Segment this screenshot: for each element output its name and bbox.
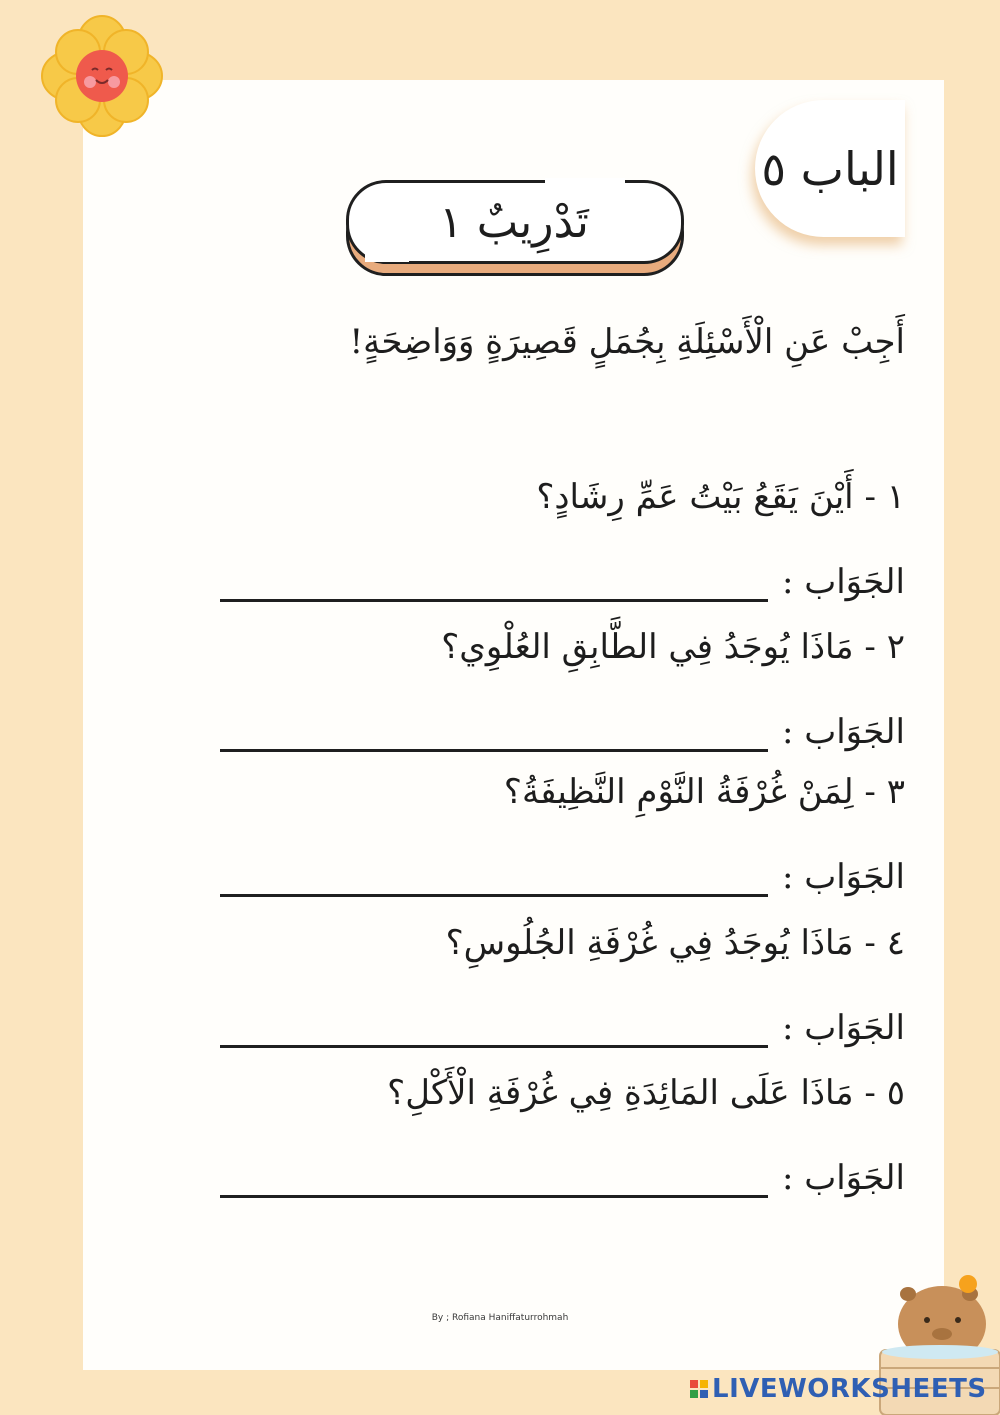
answer-input[interactable] bbox=[220, 1173, 768, 1198]
chapter-tab bbox=[755, 100, 905, 237]
question-text: ٥ - مَاذَا عَلَى المَائِدَةِ فِي غُرْفَةِ الْأَكْلِ؟ bbox=[387, 1073, 905, 1113]
answer-input[interactable] bbox=[220, 577, 768, 602]
exercise-title-pill bbox=[345, 180, 680, 272]
answer-label: الجَوَاب : bbox=[781, 857, 905, 897]
question-text: ١ - أَيْنَ يَقَعُ بَيْتُ عَمِّ رِشَادٍ؟ bbox=[536, 477, 905, 517]
answer-input[interactable] bbox=[220, 727, 768, 752]
brand-name: LIVEWORKSHEETS bbox=[712, 1374, 987, 1404]
answer-row bbox=[205, 682, 905, 752]
question-block-5 bbox=[205, 1058, 905, 1198]
question-text: ٤ - مَاذَا يُوجَدُ فِي غُرْفَةِ الجُلُوسِ؟ bbox=[445, 923, 905, 963]
exercise-title: تَدْرِيبٌ ١ bbox=[439, 196, 589, 248]
question-block-2 bbox=[205, 612, 905, 752]
chapter-label: الباب ٥ bbox=[761, 141, 899, 196]
liveworksheets-logo bbox=[690, 1374, 987, 1404]
question-text: ٢ - مَاذَا يُوجَدُ فِي الطَّابِقِ العُلْوِي؟ bbox=[441, 627, 905, 667]
brand-logo-icon bbox=[690, 1380, 708, 1398]
question-text: ٣ - لِمَنْ غُرْفَةُ النَّوْمِ النَّظِيفَةُ؟ bbox=[503, 772, 905, 812]
answer-input[interactable] bbox=[220, 1023, 768, 1048]
answer-row bbox=[205, 1128, 905, 1198]
answer-label: الجَوَاب : bbox=[781, 712, 905, 752]
answer-input[interactable] bbox=[220, 872, 768, 897]
author-byline: By ; Rofiana Haniffaturrohmah bbox=[431, 1313, 569, 1323]
answer-row bbox=[205, 827, 905, 897]
flower-sticker-icon bbox=[40, 14, 164, 138]
answer-label: الجَوَاب : bbox=[781, 1158, 905, 1198]
question-block-3 bbox=[205, 757, 905, 897]
question-block-4 bbox=[205, 908, 905, 1048]
answer-label: الجَوَاب : bbox=[781, 562, 905, 602]
answer-label: الجَوَاب : bbox=[781, 1008, 905, 1048]
question-block-1 bbox=[205, 462, 905, 602]
instruction-text: أَجِبْ عَنِ الْأَسْئِلَةِ بِجُمَلٍ قَصِيرَةٍ وَوَاضِحَةٍ! bbox=[349, 322, 905, 362]
answer-row bbox=[205, 978, 905, 1048]
answer-row bbox=[205, 532, 905, 602]
